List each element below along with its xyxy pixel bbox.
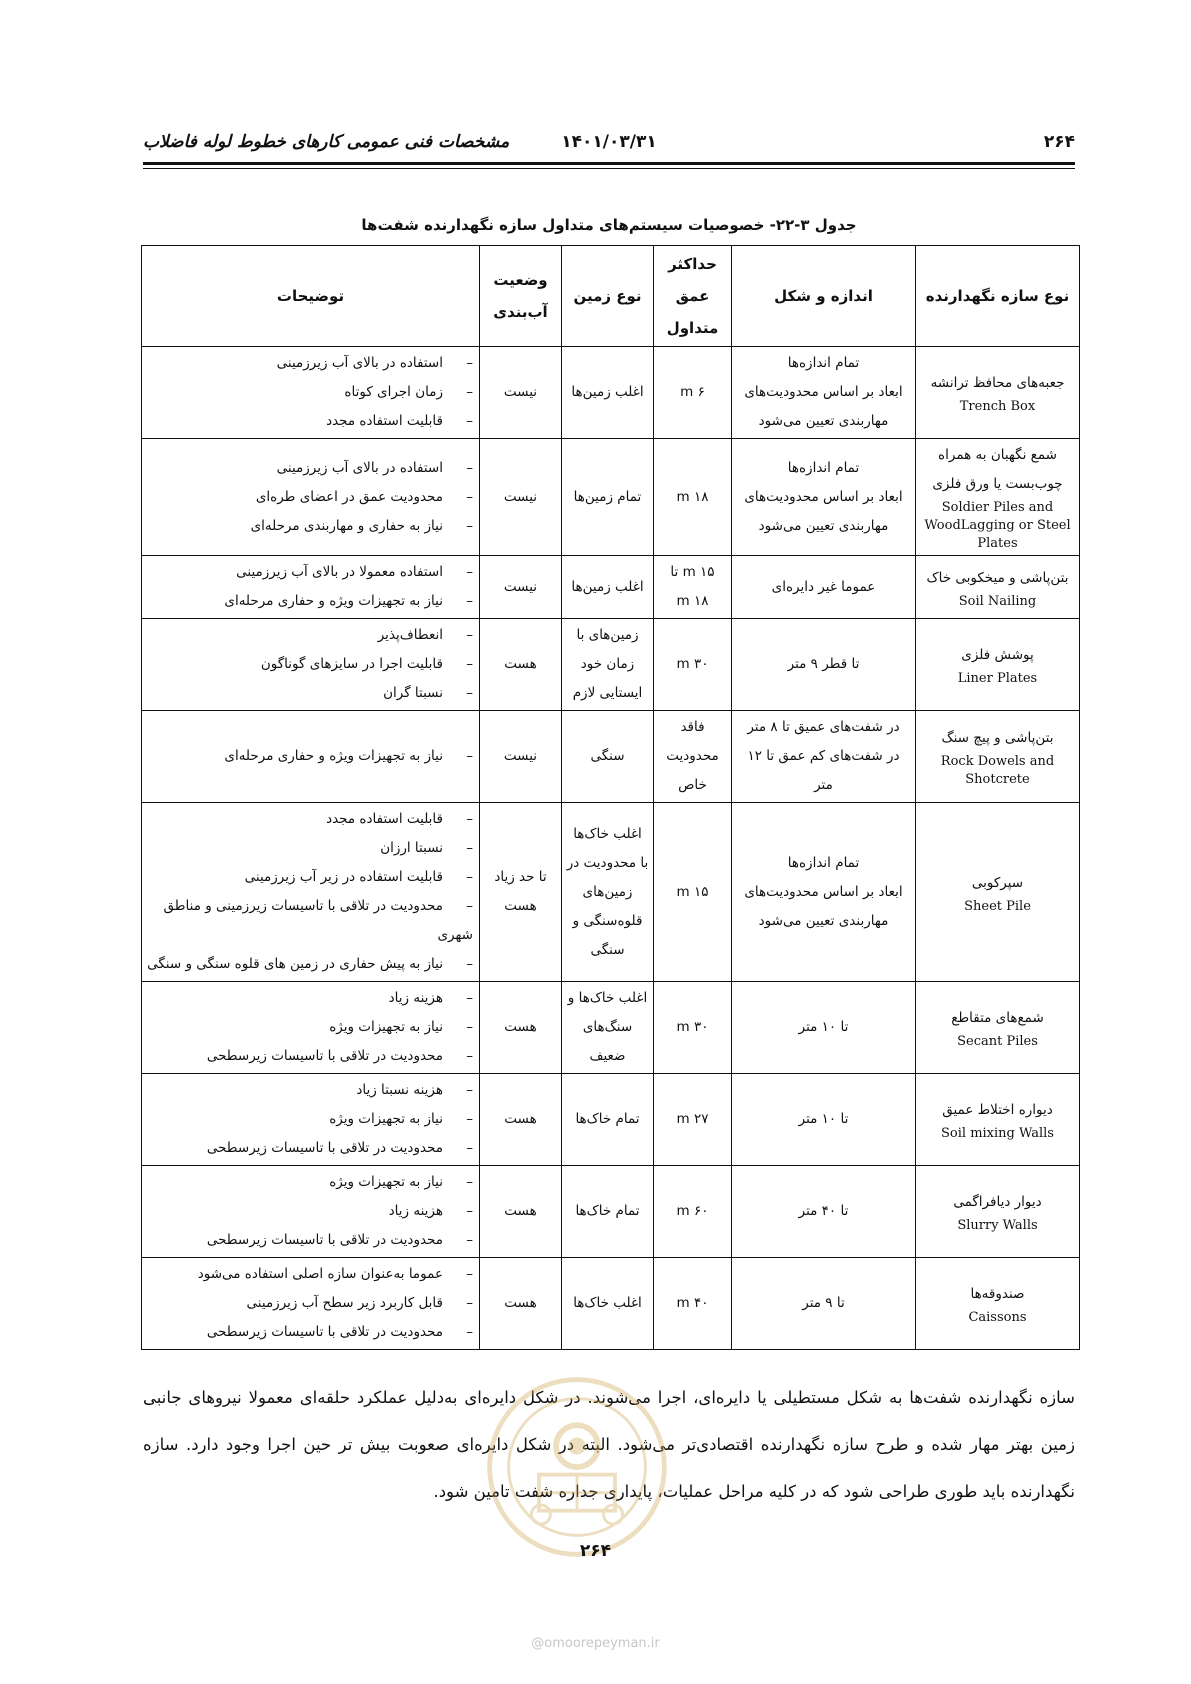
note-item: – قابلیت اجرا در سایزهای گوناگون [146, 650, 473, 679]
cell-type [916, 803, 1080, 982]
type-english: Slurry Walls [957, 1218, 1038, 1233]
cell-depth-line: ۱۸ m [676, 593, 709, 609]
cell-type [916, 1074, 1080, 1166]
header-notes: توضیحات [142, 246, 480, 347]
note-item: – قابلیت استفاده مجدد [146, 407, 473, 436]
body-paragraph: سازه نگهدارنده شفت‌ها به شکل مستطیلی یا دایره‌ای، اجرا می‌شوند. در شکل دایره‌ای به‌دلیل عملکرد حلقه‌ای معمولا نیروهای جانبی زمین بهتر مهار شده و طرح سازه نگهدارنده اقتصادی‌تر می‌شود. البته در شکل دایره‌ای صعوبت بیش تر حین اجرا وجود دارد. سازه نگهدارنده باید طوری طراحی شود که در کلیه مراحل عملیات، پایداری جداره شفت تامین شود. [143, 1388, 1075, 1501]
note-item: – نیاز به تجهیزات ویژه [146, 1168, 473, 1197]
cell-water [480, 347, 562, 439]
cell-soil-line: قلوه‌سنگی و [572, 912, 643, 929]
table-row [142, 347, 1080, 439]
cell-water [480, 556, 562, 619]
cell-soil [562, 1258, 654, 1350]
cell-size [732, 619, 916, 711]
cell-soil-line: تمام خاک‌ها [575, 1111, 640, 1127]
note-item: – هزینه زیاد [146, 1197, 473, 1226]
type-english: Caissons [968, 1310, 1027, 1325]
header-size: اندازه و شکل [732, 246, 916, 347]
type-english: Soil Nailing [958, 593, 1037, 609]
cell-water-line: هست [504, 1111, 537, 1127]
cell-size [732, 711, 916, 803]
cell-type [916, 1166, 1080, 1258]
cell-depth [654, 439, 732, 556]
cell-size [732, 556, 916, 619]
type-persian: صندوقه‌ها [970, 1286, 1025, 1302]
cell-water [480, 982, 562, 1074]
cell-soil [562, 439, 654, 556]
cell-type [916, 439, 1080, 556]
type-persian: بتن‌پاشی و میخکوبی خاک [926, 569, 1069, 586]
cell-depth [654, 982, 732, 1074]
table-row [142, 711, 1080, 803]
cell-soil-line: اغلب خاک‌ها [573, 825, 642, 842]
cell-soil-line: اغلب زمین‌ها [571, 578, 644, 595]
cell-soil-line: ایستایی لازم [572, 685, 643, 701]
cell-size-line: مهاربندی تعیین می‌شود [758, 517, 889, 534]
cell-notes [142, 1258, 480, 1350]
cell-depth [654, 1074, 732, 1166]
cell-notes [142, 1166, 480, 1258]
note-item: – زمان اجرای کوتاه [146, 378, 473, 407]
cell-soil [562, 1166, 654, 1258]
cell-soil-line: با محدودیت در [566, 854, 649, 871]
cell-depth-line: ۶۰ m [676, 1203, 709, 1219]
note-item: – محدودیت در تلاقی با تاسیسات زیرسطحی [146, 1134, 473, 1163]
cell-notes [142, 619, 480, 711]
cell-water [480, 803, 562, 982]
cell-soil-line: اغلب زمین‌ها [571, 384, 644, 400]
type-english: Sheet Pile [964, 898, 1031, 914]
note-item: – محدودیت در تلاقی با تاسیسات زیرسطحی [146, 1226, 473, 1255]
type-english: Secant Piles [957, 1034, 1038, 1049]
type-persian: دیواره اختلاط عمیق [942, 1102, 1053, 1118]
table-row [142, 1258, 1080, 1350]
note-item: – استفاده در بالای آب زیرزمینی [146, 454, 473, 483]
cell-size [732, 1166, 916, 1258]
cell-depth-line: ۴۰ m [676, 1295, 709, 1311]
cell-size-line: ابعاد بر اساس محدودیت‌های [744, 488, 903, 505]
cell-notes [142, 347, 480, 439]
note-item: – انعطاف‌پذیر [146, 621, 473, 650]
header-rule-thin [143, 168, 1075, 169]
cell-type [916, 556, 1080, 619]
cell-size-line: مهاربندی تعیین می‌شود [758, 912, 889, 929]
note-item: – هزینه زیاد [146, 984, 473, 1013]
note-item: – قابل کاربرد زیر سطح آب زیرزمینی [146, 1289, 473, 1318]
table-header-row [142, 246, 1080, 347]
cell-size-line: در شفت‌های کم عمق تا ۱۲ [747, 748, 900, 764]
seal-watermark-icon [482, 1372, 672, 1562]
cell-size-line: تمام اندازه‌ها [787, 459, 860, 476]
table-row [142, 439, 1080, 556]
footer-page-number: ۲۶۴ [579, 1541, 612, 1561]
cell-water-line: نیست [503, 578, 538, 595]
cell-size-line: متر [814, 777, 833, 793]
cell-size-line: تا ۱۰ متر [798, 1111, 849, 1127]
cell-depth-line: ۶ m [680, 384, 705, 400]
cell-soil [562, 982, 654, 1074]
cell-soil [562, 347, 654, 439]
cell-notes [142, 982, 480, 1074]
table-body [142, 347, 1080, 1350]
cell-soil-line: ضعیف [589, 1048, 626, 1064]
cell-depth-line: ۱۸ m [676, 488, 709, 505]
cell-depth-line: ۱۵ m تا [670, 564, 715, 580]
note-item: – نسبتا ارزان [146, 834, 473, 863]
cell-depth-line: ۱۵ m [676, 883, 709, 900]
cell-depth-line: ۳۰ m [676, 1019, 709, 1035]
type-persian: دیوار دیافراگمی [953, 1194, 1042, 1210]
cell-type [916, 1258, 1080, 1350]
cell-size-line: تا ۹ متر [802, 1295, 845, 1311]
cell-soil-line: زمان خود [580, 656, 635, 672]
cell-size [732, 982, 916, 1074]
note-item: – قابلیت استفاده در زیر آب زیرزمینی [146, 863, 473, 892]
cell-soil-line: اغلب خاک‌ها و [567, 990, 648, 1006]
header-water: وضعیت آب‌بندی [480, 246, 562, 347]
cell-water-line: نیست [503, 384, 538, 400]
cell-soil [562, 711, 654, 803]
cell-water-line: هست [504, 1019, 537, 1035]
note-item: – محدودیت در تلاقی با تاسیسات زیرزمینی و مناطق شهری [146, 892, 473, 950]
cell-size-line: تا قطر ۹ متر [787, 656, 860, 672]
note-item: – محدودیت عمق در اعضای طره‌ای [146, 483, 473, 512]
table-row [142, 1166, 1080, 1258]
table-row [142, 619, 1080, 711]
cell-depth-line: محدودیت [666, 748, 719, 764]
cell-soil [562, 1074, 654, 1166]
cell-water-line: هست [504, 656, 537, 672]
cell-depth [654, 556, 732, 619]
table-row [142, 556, 1080, 619]
type-english: Rock Dowels and Shotcrete [940, 754, 1055, 787]
page-header [143, 128, 1075, 158]
type-persian: شمع نگهبان به همراه چوب‌بست یا ورق فلزی [932, 447, 1063, 492]
note-item: – هزینه نسبتا زیاد [146, 1076, 473, 1105]
cell-size [732, 439, 916, 556]
cell-soil [562, 619, 654, 711]
cell-soil-line: تمام خاک‌ها [575, 1203, 640, 1219]
note-item: – نیاز به حفاری و مهاربندی مرحله‌ای [146, 512, 473, 541]
cell-depth [654, 711, 732, 803]
type-persian: پوشش فلزی [961, 647, 1034, 663]
note-item: – محدودیت در تلاقی با تاسیسات زیرسطحی [146, 1318, 473, 1347]
note-item: – نیاز به پیش حفاری در زمین های قلوه سنگی و سنگی [146, 950, 473, 979]
cell-type [916, 347, 1080, 439]
cell-soil-line: سنگی [590, 941, 625, 958]
type-persian: جعبه‌های محافظ ترانشه [930, 375, 1065, 391]
note-item: – محدودیت در تلاقی با تاسیسات زیرسطحی [146, 1042, 473, 1071]
cell-type [916, 711, 1080, 803]
cell-size-line: ابعاد بر اساس محدودیت‌های [744, 883, 903, 900]
cell-notes [142, 803, 480, 982]
cell-size [732, 803, 916, 982]
cell-depth-line: فاقد [680, 719, 705, 735]
note-item: – نیاز به تجهیزات ویژه و حفاری مرحله‌ای [146, 587, 473, 616]
cell-water [480, 439, 562, 556]
table-row [142, 982, 1080, 1074]
cell-water-line: هست [504, 898, 537, 914]
cell-depth [654, 1166, 732, 1258]
header-soil: نوع زمین [562, 246, 654, 347]
cell-water [480, 1074, 562, 1166]
cell-size [732, 1258, 916, 1350]
cell-depth-line: خاص [678, 777, 707, 793]
cell-water [480, 619, 562, 711]
type-english: Trench Box [959, 399, 1036, 414]
cell-water-line: هست [504, 1203, 537, 1219]
cell-size-line: تا ۴۰ متر [798, 1203, 849, 1219]
cell-type [916, 619, 1080, 711]
table-row [142, 1074, 1080, 1166]
note-item: – استفاده معمولا در بالای آب زیرزمینی [146, 558, 473, 587]
cell-soil-line: سنگ‌های [582, 1019, 633, 1035]
note-item: – استفاده در بالای آب زیرزمینی [146, 349, 473, 378]
cell-size-line: تمام اندازه‌ها [787, 355, 860, 371]
header-rule-thick [143, 162, 1075, 165]
cell-notes [142, 556, 480, 619]
type-english: Liner Plates [957, 671, 1038, 686]
table-caption: جدول ۳-۲۲- خصوصیات سیستم‌های متداول سازه نگهدارنده شفت‌ها [361, 216, 857, 234]
cell-depth-line: ۳۰ m [676, 656, 709, 672]
cell-size [732, 1074, 916, 1166]
type-persian: بتن‌پاشی و پیچ سنگ [941, 730, 1054, 746]
footer-website: @omoorepeyman.ir [531, 1636, 660, 1651]
cell-notes [142, 711, 480, 803]
cell-depth [654, 1258, 732, 1350]
table-row [142, 803, 1080, 982]
cell-size [732, 347, 916, 439]
note-item: – قابلیت استفاده مجدد [146, 805, 473, 834]
header-type: نوع سازه نگهدارنده [916, 246, 1080, 347]
type-persian: شمع‌های متقاطع [951, 1010, 1044, 1026]
cell-soil [562, 803, 654, 982]
cell-notes [142, 439, 480, 556]
type-english: Soil mixing Walls [941, 1126, 1054, 1141]
cell-soil-line: اغلب خاک‌ها [573, 1295, 642, 1311]
cell-soil-line: زمین‌های با [576, 627, 639, 643]
cell-notes [142, 1074, 480, 1166]
header-page-number: ۲۶۴ [1043, 132, 1075, 152]
cell-soil-line: تمام زمین‌ها [573, 488, 642, 505]
cell-soil-line: زمین‌های [582, 883, 633, 900]
cell-depth [654, 619, 732, 711]
cell-water [480, 1166, 562, 1258]
header-date: ۱۴۰۱/۰۳/۳۱ [561, 132, 657, 152]
cell-size-line: مهاربندی تعیین می‌شود [758, 413, 889, 429]
note-item: – نیاز به تجهیزات ویژه و حفاری مرحله‌ای [146, 742, 473, 771]
cell-depth [654, 803, 732, 982]
cell-type [916, 982, 1080, 1074]
cell-size-line: تا ۱۰ متر [798, 1019, 849, 1035]
shaft-support-table [141, 245, 1080, 1350]
cell-water-line: تا حد زیاد [494, 869, 547, 885]
cell-size-line: عموما غیر دایره‌ای [771, 578, 876, 595]
note-item: – نسبتا گران [146, 679, 473, 708]
cell-water [480, 711, 562, 803]
cell-water-line: نیست [503, 488, 538, 505]
cell-depth [654, 347, 732, 439]
cell-water [480, 1258, 562, 1350]
note-item: – عموما به‌عنوان سازه اصلی استفاده می‌شود [146, 1260, 473, 1289]
note-item: – نیاز به تجهیزات ویژه [146, 1105, 473, 1134]
cell-depth-line: ۲۷ m [676, 1111, 709, 1127]
type-english: Soldier Piles and WoodLagging or Steel Plates [924, 500, 1071, 551]
type-persian: سپرکوبی [971, 874, 1024, 891]
cell-soil-line: سنگی [590, 748, 625, 764]
cell-water-line: نیست [503, 748, 538, 764]
note-item: – نیاز به تجهیزات ویژه [146, 1013, 473, 1042]
header-document-title: مشخصات فنی عمومی کارهای خطوط لوله فاضلاب [143, 132, 510, 152]
cell-water-line: هست [504, 1295, 537, 1311]
cell-size-line: تمام اندازه‌ها [787, 854, 860, 871]
cell-soil [562, 556, 654, 619]
cell-size-line: در شفت‌های عمیق تا ۸ متر [747, 719, 900, 735]
header-depth: حداکثر عمق متداول [654, 246, 732, 347]
cell-size-line: ابعاد بر اساس محدودیت‌های [744, 384, 903, 400]
